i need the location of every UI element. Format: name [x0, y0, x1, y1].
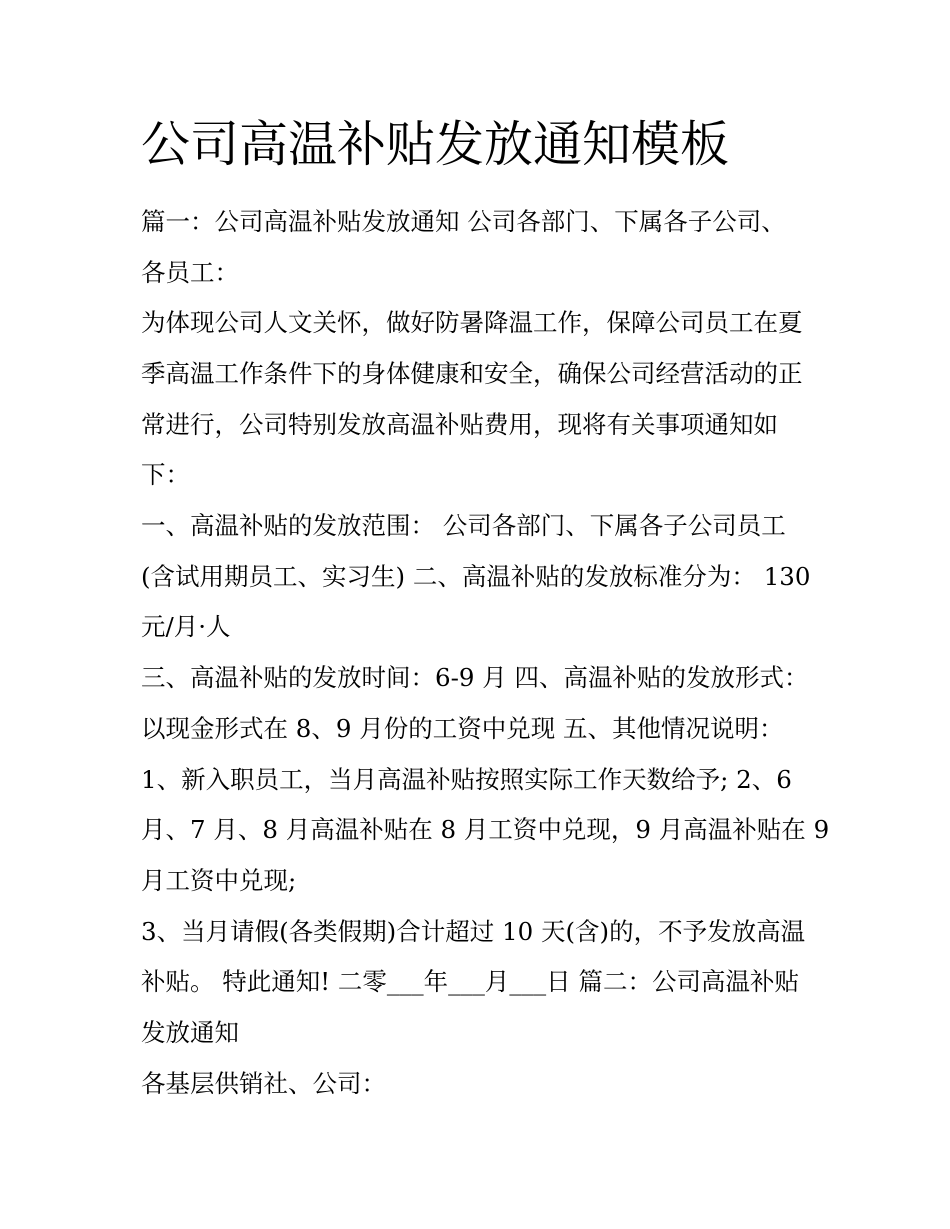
- text-line: 各基层供销社、公司：: [141, 1069, 386, 1098]
- document-title: 公司高温补贴发放通知模板: [141, 116, 730, 173]
- text-line: 为体现公司人文关怀，做好防暑降温工作，保障公司员工在夏: [141, 308, 803, 337]
- text-line: 元/月·人: [141, 612, 231, 641]
- text-line: 下：: [141, 460, 190, 489]
- text-line: 季高温工作条件下的身体健康和安全，确保公司经营活动的正: [141, 359, 803, 388]
- text-line: 补贴。 特此通知! 二零___年___月___日 篇二：公司高温补贴: [141, 967, 799, 996]
- text-line: 发放通知: [141, 1018, 239, 1047]
- text-line: 三、高温补贴的发放时间：6-9 月 四、高温补贴的发放形式：: [141, 663, 809, 692]
- text-line: 各员工：: [141, 258, 239, 287]
- text-line: 1、新入职员工，当月高温补贴按照实际工作天数给予; 2、6: [141, 765, 792, 794]
- text-line: 月、7 月、8 月高温补贴在 8 月工资中兑现，9 月高温补贴在 9: [141, 815, 830, 844]
- text-line: 一、高温补贴的发放范围： 公司各部门、下属各子公司员工: [141, 511, 786, 540]
- text-line: 以现金形式在 8、9 月份的工资中兑现 五、其他情况说明：: [141, 714, 784, 743]
- text-line: 月工资中兑现;: [141, 866, 297, 895]
- text-line: 3、当月请假(各类假期)合计超过 10 天(含)的，不予发放高温: [141, 917, 806, 946]
- text-line: 常进行，公司特别发放高温补贴费用，现将有关事项通知如: [141, 410, 778, 439]
- text-line: (含试用期员工、实习生) 二、高温补贴的发放标准分为： 130: [141, 562, 811, 591]
- text-line: 篇一：公司高温补贴发放通知 公司各部门、下属各子公司、: [141, 207, 786, 236]
